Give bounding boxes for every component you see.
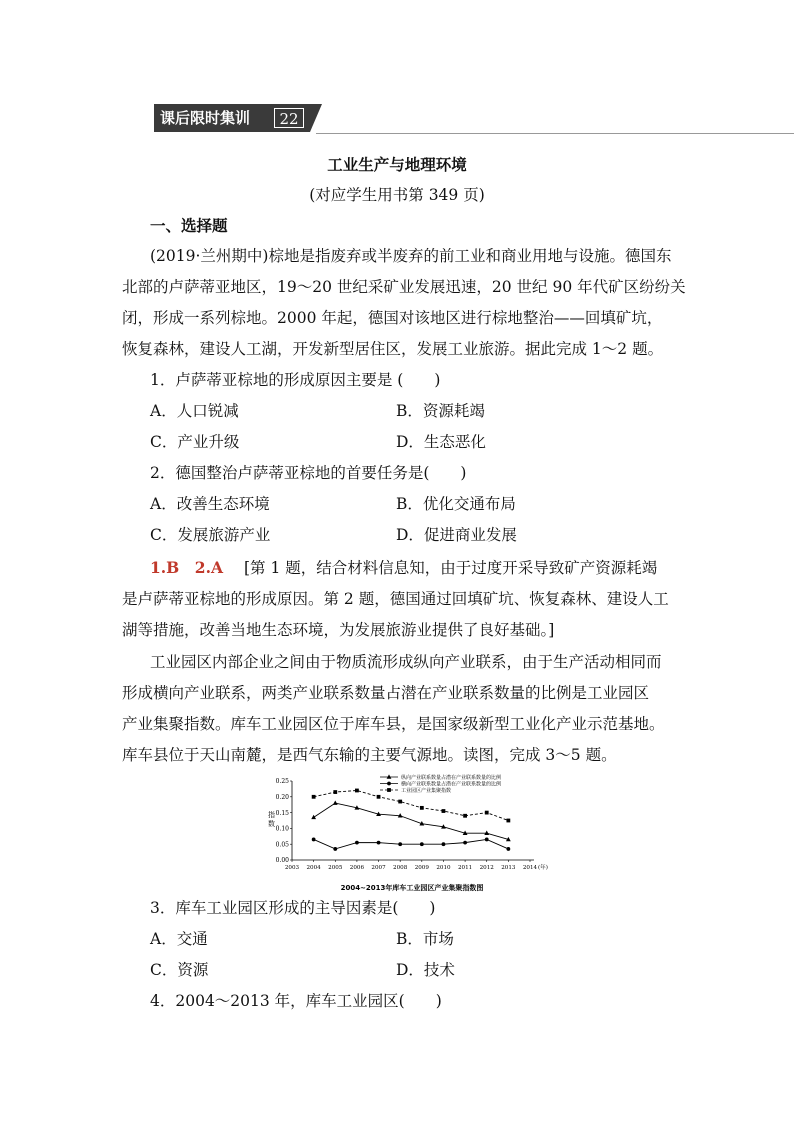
- answer-explanation-line: 湖等措施，改善当地生态环境，为发展旅游业提供了良好基础。]: [122, 621, 555, 639]
- series-3-point: [442, 809, 446, 813]
- legend-marker: [387, 788, 391, 792]
- y-tick-label: 0.25: [275, 778, 289, 786]
- banner-divider: [316, 133, 794, 134]
- question-1-option-d: D．生态恶化: [396, 433, 486, 451]
- x-tick-label: 2009: [414, 865, 429, 871]
- series-line-1: [314, 803, 509, 839]
- question-1-stem: 1．卢萨蒂亚棕地的形成原因主要是 ( ): [150, 371, 441, 389]
- series-3-point: [506, 819, 510, 823]
- x-tick-label: 2004: [306, 865, 321, 871]
- x-tick-label: 2010: [436, 865, 451, 871]
- banner-label: 课后限时集训: [154, 104, 310, 132]
- passage2-line: 产业集聚指数。库车工业园区位于库车县，是国家级新型工业化产业示范基地。: [122, 715, 665, 733]
- question-3-option-d: D．技术: [396, 961, 455, 979]
- question-2-option-a: A．改善生态环境: [150, 495, 270, 513]
- x-tick-label: 2011: [457, 865, 473, 871]
- question-1-option-a: A．人口锐减: [150, 402, 239, 420]
- y-tick-label: 0.00: [275, 857, 289, 865]
- series-2-point: [485, 838, 489, 842]
- series-3-point: [485, 811, 489, 815]
- x-tick-label: 2006: [349, 865, 365, 871]
- series-2-point: [506, 847, 510, 851]
- series-3-point: [355, 789, 359, 793]
- series-3-point: [377, 795, 381, 799]
- series-2-point: [333, 847, 337, 851]
- series-3-point: [420, 806, 424, 810]
- y-axis-label: 指数: [268, 811, 275, 828]
- series-3-point: [333, 790, 337, 794]
- x-tick-label: 2012: [479, 865, 494, 871]
- series-3-point: [463, 814, 467, 818]
- aggregation-index-chart: [262, 773, 562, 895]
- series-2-point: [377, 841, 381, 845]
- legend-marker: [387, 774, 392, 778]
- y-tick-label: 0.20: [275, 794, 289, 801]
- question-2-stem: 2．德国整治卢萨蒂亚棕地的首要任务是( ): [150, 464, 467, 482]
- question-3-stem: 3．库车工业园区形成的主导因素是( ): [150, 899, 436, 917]
- series-2-point: [355, 841, 359, 845]
- question-2-option-b: B．优化交通布局: [396, 495, 516, 513]
- chart-title: 2004~2013年库车工业园区产业集聚指数图: [340, 884, 484, 892]
- x-tick-label: 2008: [393, 865, 408, 871]
- section-banner: [154, 104, 714, 134]
- y-tick-label: 0.05: [275, 841, 289, 849]
- x-tick-label: 2005: [328, 865, 343, 871]
- passage1-line: 北部的卢萨蒂亚地区，19～20 世纪采矿业发展迅速，20 世纪 90 年代矿区纷纷关: [122, 278, 686, 296]
- question-3-option-c: C．资源: [150, 961, 209, 979]
- question-3-option-a: A．交通: [150, 930, 208, 948]
- series-3-point: [312, 795, 316, 799]
- chart-svg: [262, 773, 562, 895]
- series-2-point: [398, 842, 402, 846]
- series-line-2: [314, 839, 509, 848]
- x-tick-label: 2014: [522, 865, 538, 871]
- series-2-point: [312, 838, 316, 842]
- series-3-point: [398, 800, 402, 804]
- page-subtitle: (对应学生用书第 349 页): [309, 186, 485, 204]
- question-1-option-c: C．产业升级: [150, 433, 240, 451]
- series-1-point: [311, 815, 316, 819]
- answer-key: 1.B 2.A: [150, 558, 223, 577]
- answer-explanation-line: 是卢萨蒂亚棕地的形成原因。第 2 题，德国通过回填矿坑、恢复森林、建设人工: [122, 590, 669, 608]
- passage1-line: 恢复森林，建设人工湖，开发新型居住区，发展工业旅游。据此完成 1～2 题。: [122, 340, 664, 358]
- legend-marker: [387, 782, 391, 786]
- section-heading: 一、选择题: [150, 216, 228, 235]
- passage1-line: (2019·兰州期中)棕地是指废弃或半废弃的前工业和商业用地与设施。德国东: [150, 247, 672, 265]
- page-title: 工业生产与地理环境: [327, 155, 467, 174]
- series-2-point: [463, 841, 467, 845]
- banner-number: 22: [274, 108, 304, 128]
- y-tick-label: 0.10: [275, 825, 289, 833]
- legend-entry: 纵向产业联系数量占潜在产业联系数量的比例: [401, 775, 502, 781]
- legend-entry: 横向产业联系数量占潜在产业联系数量的比例: [401, 781, 502, 788]
- banner-tail: [310, 104, 322, 132]
- question-3-option-b: B．市场: [396, 930, 454, 948]
- passage2-line: 工业园区内部企业之间由于物质流形成纵向产业联系，由于生产活动相同而: [150, 653, 662, 671]
- passage1-line: 闭，形成一系列棕地。2000 年起，德国对该地区进行棕地整治——回填矿坑，: [122, 309, 663, 327]
- x-axis-label: (年): [538, 865, 548, 871]
- question-2-option-d: D．促进商业发展: [396, 526, 517, 544]
- x-tick-label: 2013: [501, 865, 516, 871]
- answer-explanation-line: [第 1 题，结合材料信息知，由于过度开采导致矿产资源耗竭: [244, 559, 658, 577]
- passage2-line: 库车县位于天山南麓，是西气东输的主要气源地。读图，完成 3～5 题。: [122, 746, 617, 764]
- question-1-option-b: B．资源耗竭: [396, 402, 485, 420]
- y-tick-label: 0.15: [275, 809, 289, 817]
- question-2-option-c: C．发展旅游产业: [150, 526, 271, 544]
- x-tick-label: 2003: [284, 865, 300, 871]
- passage2-line: 形成横向产业联系，两类产业联系数量占潜在产业联系数量的比例是工业园区: [122, 684, 650, 702]
- series-1-point: [333, 801, 338, 805]
- legend-entry: 工业园区产业集聚指数: [401, 788, 452, 794]
- series-line-3: [314, 790, 509, 820]
- question-4-stem: 4．2004～2013 年，库车工业园区( ): [150, 992, 442, 1010]
- x-tick-label: 2007: [371, 865, 386, 871]
- series-2-point: [442, 842, 446, 846]
- series-2-point: [420, 842, 424, 846]
